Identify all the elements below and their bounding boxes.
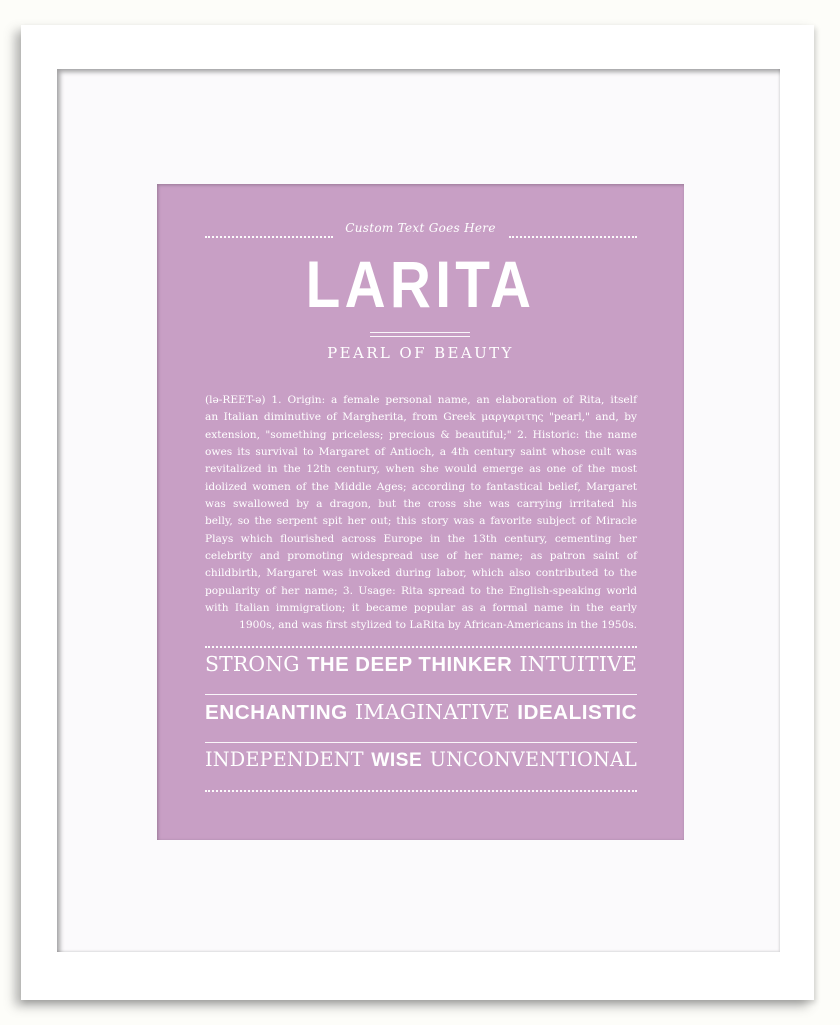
name-meaning: PEARL OF BEAUTY — [327, 344, 514, 362]
definition-line: was swallowed by a dragon, but the cross she was carrying irritated his — [205, 498, 637, 511]
definition-line: Plays which flourished across Europe in the 13th century, cementing her — [205, 532, 637, 545]
traits-dotted-bottom — [205, 790, 637, 792]
definition-line: owes its survival to Margaret of Antioch, a 4th century saint whose cult was — [205, 446, 637, 459]
title-rule-top — [370, 332, 470, 333]
dotted-divider-right — [509, 236, 637, 238]
trait-word: IMAGINATIVE — [355, 700, 510, 724]
trait-word: INDEPENDENT — [205, 748, 364, 771]
definition-line: idolized women of the Middle Ages; according to fantastical belief, Margaret — [205, 480, 637, 493]
name-title: LARITA — [305, 247, 536, 321]
traits-rule-2 — [205, 742, 637, 743]
trait-word: STRONG — [205, 652, 300, 676]
trait-word: UNCONVENTIONAL — [429, 748, 637, 771]
mat-board — [57, 69, 780, 952]
name-print — [157, 184, 684, 840]
definition-line: childbirth, Margaret was invoked during labor, which also contributed to the — [205, 567, 637, 580]
definition-line: with Italian immigration; it became popular as a formal name in the early — [205, 602, 637, 615]
definition-line: belly, so the serpent spit her out; this story was a favorite subject of Miracle — [205, 515, 637, 528]
trait-line — [205, 748, 637, 782]
picture-frame — [21, 25, 814, 1000]
definition-line: extension, "something priceless; precious & beautiful;" 2. Historic: the name — [205, 428, 637, 441]
traits-dotted-top — [205, 646, 637, 648]
definition-line: celebrity and promoting widespread use of her name; as patron saint of — [205, 550, 637, 563]
trait-word: WISE — [371, 750, 423, 771]
trait-word: ENCHANTING — [205, 701, 348, 724]
definition-line: 1900s, and was first stylized to LaRita by African-Americans in the 1950s. — [239, 619, 637, 632]
trait-word: IDEALISTIC — [517, 701, 637, 724]
trait-line — [205, 700, 637, 734]
trait-line — [205, 652, 637, 686]
definition-line: popularity of her name; 3. Usage: Rita spread to the English-speaking world — [205, 584, 637, 597]
definition-line: revitalized in the 12th century, when she would emerge as one of the most — [205, 463, 637, 476]
trait-word: INTUITIVE — [519, 652, 637, 676]
custom-text: Custom Text Goes Here — [345, 221, 496, 235]
title-rule-bottom — [370, 336, 470, 337]
trait-word: THE DEEP THINKER — [306, 654, 513, 676]
traits-rule-1 — [205, 694, 637, 695]
definition-line: an Italian diminutive of Margherita, from Greek μαργαριτης "pearl," and, by — [205, 411, 637, 424]
dotted-divider-left — [205, 236, 333, 238]
name-definition — [205, 392, 637, 635]
definition-line: (lə-REET-ə) 1. Origin: a female personal name, an elaboration of Rita, itself — [205, 394, 637, 406]
